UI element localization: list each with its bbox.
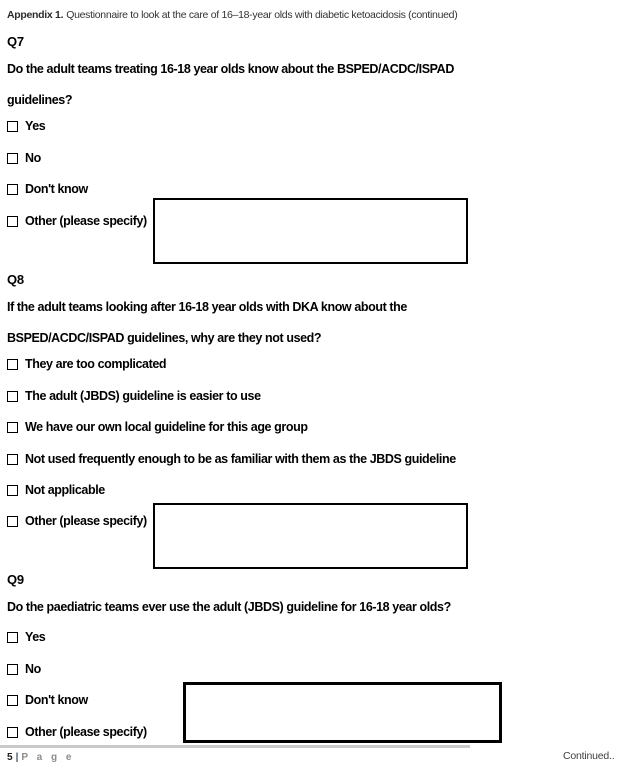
q8-option-not-applicable[interactable] [7,483,105,497]
q9-text-line1: Do the paediatric teams ever use the adult (JBDS) guideline for 16-18 year olds? [7,600,451,614]
checkbox-icon[interactable] [7,422,18,433]
checkbox-icon[interactable] [7,516,18,527]
checkbox-icon[interactable] [7,727,18,738]
q7-text-line2: guidelines? [7,93,73,107]
q9-other-textbox[interactable] [183,682,502,743]
option-label: Other (please specify) [25,725,147,739]
q7-number: Q7 [7,34,24,49]
q9-number: Q9 [7,572,24,587]
q8-number: Q8 [7,272,24,287]
continued-label: Continued.. [563,750,615,762]
q9-option-dont-know[interactable] [7,693,88,707]
page-word: P a g e [21,752,75,763]
q8-option-own-local-guideline[interactable] [7,420,308,434]
option-label: No [25,151,41,165]
option-label: Don't know [25,182,88,196]
q7-option-other[interactable] [7,214,147,228]
q9-option-other[interactable] [7,725,147,739]
option-label: Not used frequently enough to be as familiar with them as the JBDS guideline [25,452,456,466]
option-label: Don't know [25,693,88,707]
checkbox-icon[interactable] [7,695,18,706]
option-label: We have our own local guideline for this age group [25,420,308,434]
q7-text-line1: Do the adult teams treating 16-18 year olds know about the BSPED/ACDC/ISPAD [7,62,454,76]
option-label: Yes [25,630,46,644]
footer-separator: | [15,752,19,763]
footer-page-indicator [7,752,74,763]
q8-option-too-complicated[interactable] [7,357,166,371]
appendix-label: Appendix 1. [7,9,64,21]
checkbox-icon[interactable] [7,216,18,227]
q8-option-other[interactable] [7,514,147,528]
q8-text-line2: BSPED/ACDC/ISPAD guidelines, why are they not used? [7,331,322,345]
q8-other-textbox[interactable] [153,503,468,569]
q7-option-dont-know[interactable] [7,182,88,196]
option-label: Not applicable [25,483,105,497]
appendix-title: Questionnaire to look at the care of 16–18-year olds with diabetic ketoacidosis (continued) [66,9,458,21]
q8-text-line1: If the adult teams looking after 16-18 year olds with DKA know about the [7,300,407,314]
checkbox-icon[interactable] [7,359,18,370]
option-label: Other (please specify) [25,214,147,228]
checkbox-icon[interactable] [7,485,18,496]
q7-option-yes[interactable] [7,119,45,133]
q8-option-jbds-easier[interactable] [7,389,261,403]
page-number: 5 [7,752,13,763]
checkbox-icon[interactable] [7,664,18,675]
checkbox-icon[interactable] [7,184,18,195]
footer-rule [0,745,470,748]
option-label: The adult (JBDS) guideline is easier to use [25,389,261,403]
option-label: They are too complicated [25,357,167,371]
q7-option-no[interactable] [7,151,41,165]
q8-option-not-used-frequently[interactable] [7,452,456,466]
option-label: No [25,662,41,676]
checkbox-icon[interactable] [7,632,18,643]
q9-option-yes[interactable] [7,630,45,644]
option-label: Other (please specify) [25,514,147,528]
q7-other-textbox[interactable] [153,198,468,264]
q9-option-no[interactable] [7,662,41,676]
option-label: Yes [25,119,46,133]
checkbox-icon[interactable] [7,454,18,465]
checkbox-icon[interactable] [7,121,18,132]
checkbox-icon[interactable] [7,153,18,164]
page-header [7,9,457,21]
checkbox-icon[interactable] [7,391,18,402]
